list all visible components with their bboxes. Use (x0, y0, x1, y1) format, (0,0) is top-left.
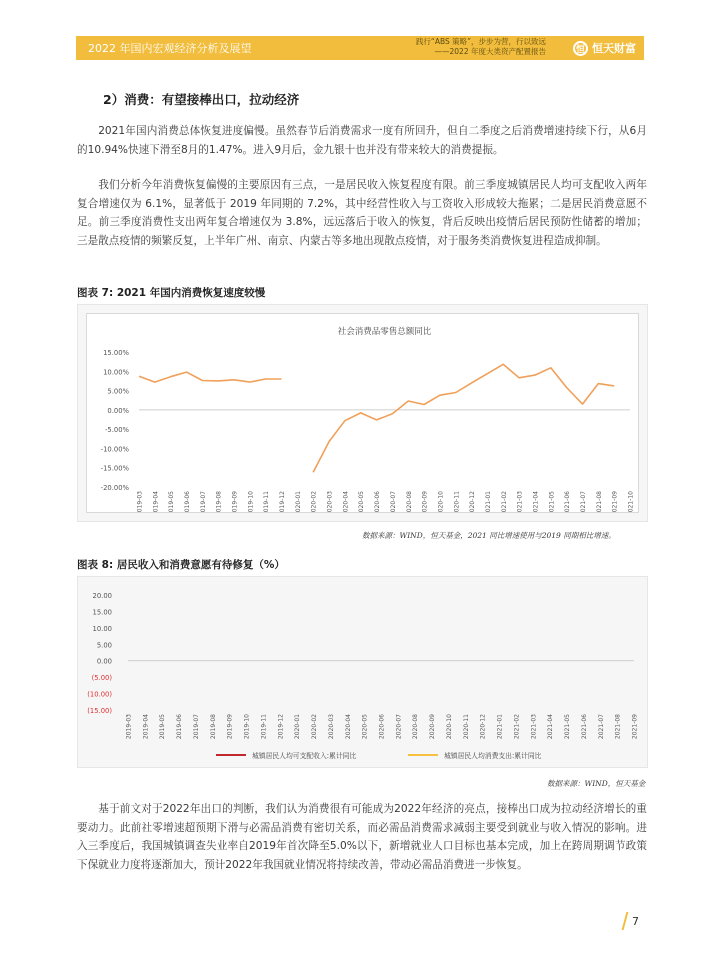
page-footer (624, 912, 639, 930)
y-tick-label: 15.00 (92, 608, 112, 617)
retail-sales-line (139, 364, 614, 472)
y-tick-label: -5.00% (104, 426, 129, 435)
page-divider-mark (622, 912, 629, 930)
chart-title: 社会消费品零售总额同比 (337, 327, 432, 337)
slogan-line-2: ——2022 年度大类资产配置报告 (434, 47, 546, 56)
brand-logo (573, 39, 636, 57)
x-tick-label: 2019-09 (231, 491, 239, 512)
x-tick-label: 2020-12 (469, 491, 477, 512)
y-tick-label: -10.00% (100, 445, 129, 454)
x-tick-label: 2019-09 (226, 714, 234, 740)
y-tick-label: -15.00% (100, 464, 129, 473)
x-tick-label: 2021-10 (627, 491, 635, 512)
retail-sales-chart (87, 314, 638, 512)
figure-7-source: 数据来源：WIND，恒天基金，2021 同比增速使用与2019 同期相比增速。 (362, 531, 616, 540)
y-tick-label: 10.00% (103, 368, 129, 377)
x-tick-label: 2021-05 (548, 491, 556, 512)
figure-8-frame (77, 576, 648, 768)
x-tick-label: 2020-02 (311, 714, 319, 740)
report-title: 2022 年国内宏观经济分析及展望 (88, 42, 252, 55)
section-heading: 2）消费：有望接棒出口，拉动经济 (103, 92, 300, 107)
y-tick-label: (5.00) (91, 674, 112, 683)
x-tick-label: 2019-10 (243, 714, 251, 740)
paragraph-2: 我们分析今年消费恢复偏慢的主要原因有三点，一是居民收入恢复程度有限。前三季度城镇居民人均可支配收入两年复合增速仅为 6.1%，显著低于 2019 年同期的 7.2%，其中经营性收入与工资收入形成较大拖累；二是居民消费意愿不足。前三季度消费性支出两年复合增速仅为 3.8%，远远落后于收入的恢复，背后反映出疫情后居民预防性储蓄的增加；三是散点疫情的频繁反复，上半年广州、南京、内蒙古等多地出现散点疫情，对于服务类消费恢复进程造成抑制。 (77, 179, 647, 247)
x-tick-label: 2020-11 (462, 714, 470, 740)
x-tick-label: 2020-03 (327, 714, 335, 740)
slogan-line-1: 践行“ABS 策略”，步步为营，行以致远 (415, 37, 546, 46)
x-tick-label: 2021-04 (532, 491, 540, 512)
page-number: 7 (632, 914, 639, 928)
x-tick-label: 2019-04 (152, 491, 160, 512)
x-tick-label: 2020-01 (294, 491, 302, 512)
x-tick-label: 2020-08 (412, 714, 420, 740)
x-tick-label: 2021-08 (595, 491, 603, 512)
x-tick-label: 2020-01 (294, 714, 302, 740)
x-tick-label: 2021-04 (547, 714, 555, 740)
x-tick-label: 2019-06 (176, 714, 184, 740)
x-tick-label: 2020-10 (445, 714, 453, 740)
x-tick-label: 2020-07 (389, 491, 397, 512)
x-tick-label: 2021-05 (564, 714, 572, 740)
figure-7-title: 图表 7: 2021 年国内消费恢复速度较慢 (77, 287, 266, 299)
page-header (76, 36, 644, 60)
x-tick-label: 2021-03 (516, 491, 524, 512)
y-tick-label: 10.00 (92, 624, 112, 633)
income-consumption-chart (78, 577, 647, 767)
y-tick-label: 0.00 (96, 657, 112, 666)
x-tick-label: 2021-08 (614, 714, 622, 740)
y-tick-label: 5.00% (107, 387, 129, 396)
x-tick-label: 2019-07 (192, 714, 200, 740)
x-tick-label: 2019-04 (142, 714, 150, 740)
x-tick-label: 2020-04 (344, 714, 352, 740)
x-tick-label: 2020-06 (374, 491, 382, 512)
paragraph-1: 2021年国内消费总体恢复进度偏慢。虽然春节后消费需求一度有所回升，但自二季度之后消费增速持续下行，从6月的10.94%快速下滑至8月的1.47%。进入9月后，金九银十也并没有带来较大的消费提振。 (77, 125, 647, 156)
figure-8-title: 图表 8: 居民收入和消费意愿有待修复（%） (77, 559, 285, 571)
x-tick-label: 2021-09 (631, 714, 639, 740)
x-tick-label: 2019-11 (260, 714, 268, 740)
x-tick-label: 2021-07 (579, 491, 587, 512)
x-tick-label: 2019-08 (215, 491, 223, 512)
y-tick-label: 15.00% (103, 349, 129, 357)
x-tick-label: 2021-01 (496, 714, 504, 740)
figure-7-frame (77, 304, 648, 522)
x-tick-label: 2019-12 (277, 714, 285, 740)
x-tick-label: 2021-02 (500, 491, 508, 512)
x-tick-label: 2021-02 (513, 714, 521, 740)
x-tick-label: 2019-07 (199, 491, 207, 512)
y-tick-label: (15.00) (87, 707, 112, 715)
x-tick-label: 2021-06 (580, 714, 588, 740)
y-tick-label: -20.00% (100, 484, 129, 492)
x-tick-label: 2020-09 (429, 714, 437, 740)
x-tick-label: 2019-11 (263, 491, 271, 512)
x-tick-label: 2020-08 (405, 491, 413, 512)
x-tick-label: 2019-05 (159, 714, 167, 740)
x-tick-label: 2019-12 (279, 491, 287, 512)
x-tick-label: 2020-11 (453, 491, 461, 512)
figure-7-chart-area (86, 313, 639, 513)
figure-8-source: 数据来源：WIND，恒天基金 (547, 779, 646, 788)
y-tick-label: 20.00 (92, 592, 112, 600)
x-tick-label: 2019-03 (125, 714, 133, 740)
x-tick-label: 2020-09 (421, 491, 429, 512)
y-tick-label: 5.00 (96, 641, 112, 650)
x-tick-label: 2019-05 (168, 491, 176, 512)
y-tick-label: 0.00% (107, 406, 129, 415)
x-tick-label: 2021-03 (530, 714, 538, 740)
x-tick-label: 2020-04 (342, 491, 350, 512)
x-tick-label: 2019-03 (136, 491, 144, 512)
x-tick-label: 2021-01 (484, 491, 492, 512)
x-tick-label: 2019-08 (209, 714, 217, 740)
x-tick-label: 2020-05 (361, 714, 369, 740)
legend-label: 城镇居民人均可支配收入:累计同比 (252, 752, 357, 760)
x-tick-label: 2020-10 (437, 491, 445, 512)
x-tick-label: 2020-12 (479, 714, 487, 740)
header-slogan (416, 37, 546, 57)
x-tick-label: 2021-07 (597, 714, 605, 740)
logo-icon: 恒 (573, 41, 588, 56)
paragraph-3: 基于前文对于2022年出口的判断，我们认为消费很有可能成为2022年经济的亮点，接棒出口成为拉动经济增长的重要动力。此前社零增速超预期下滑与必需品消费有密切关系，而必需品消费需求减弱主要受到就业与收入情况的影响。进入三季度后，我国城镇调查失业率自2019年首次降至5.0%以下，新增就业人口目标也基本完成，加上在跨周期调节政策下保就业力度将逐渐加大，预计2022年我国就业情况将持续改善，带动必需品消费进一步恢复。 (77, 803, 647, 871)
y-tick-label: (10.00) (87, 690, 112, 699)
x-tick-label: 2019-10 (247, 491, 255, 512)
x-tick-label: 2020-07 (395, 714, 403, 740)
x-tick-label: 2021-09 (611, 491, 619, 512)
x-tick-label: 2020-02 (310, 491, 318, 512)
x-tick-label: 2020-06 (378, 714, 386, 740)
x-tick-label: 2021-06 (564, 491, 572, 512)
brand-name: 恒天财富 (592, 42, 636, 55)
x-tick-label: 2020-03 (326, 491, 334, 512)
x-tick-label: 2020-05 (358, 491, 366, 512)
x-tick-label: 2019-06 (184, 491, 192, 512)
legend-label: 城镇居民人均消费支出:累计同比 (444, 752, 542, 760)
